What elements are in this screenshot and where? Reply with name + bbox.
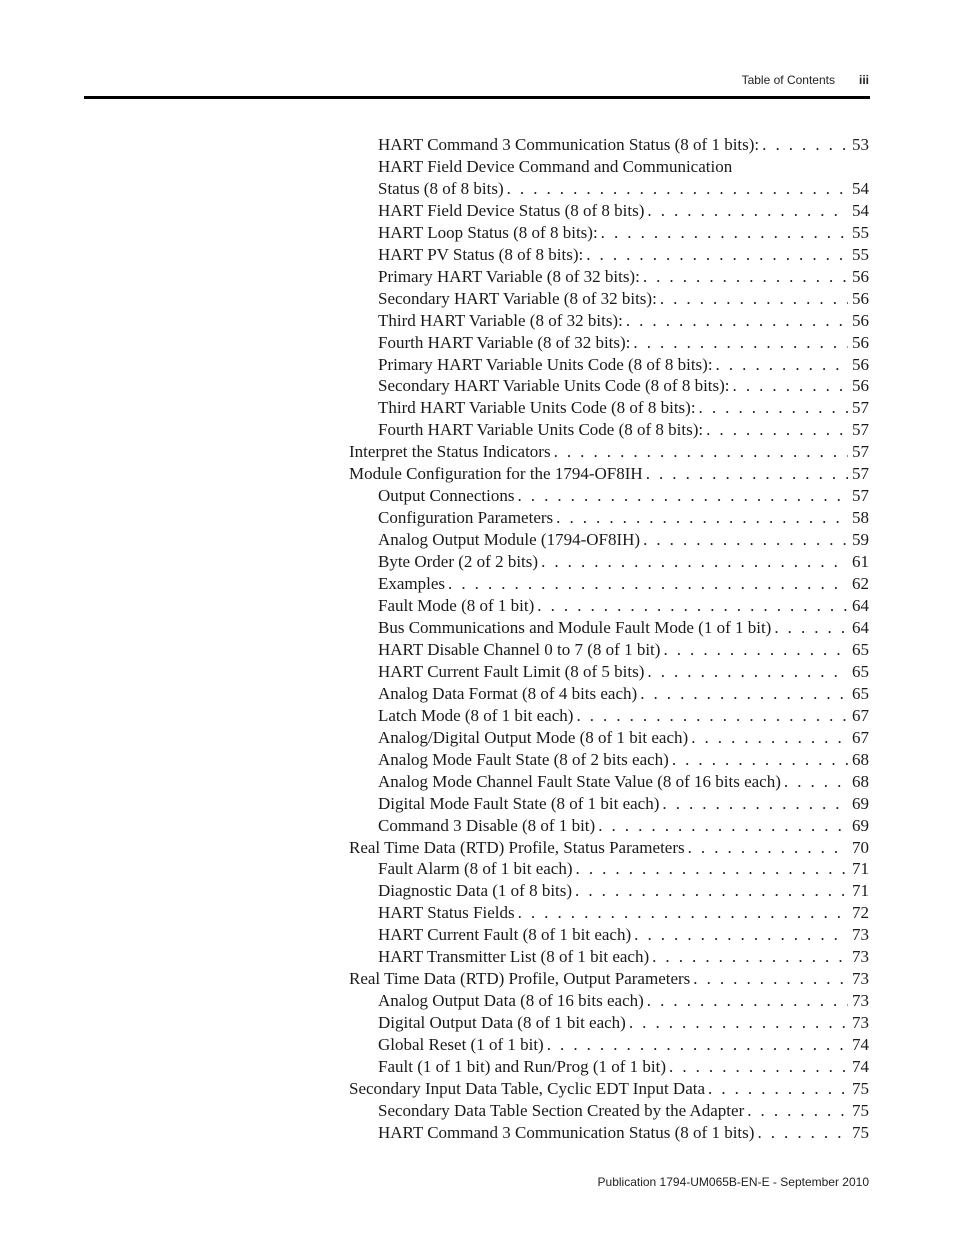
toc-entry-page: 69 xyxy=(852,815,869,835)
toc-entry-page: 69 xyxy=(852,793,869,813)
toc-entry-page: 67 xyxy=(852,705,869,725)
toc-entry-title: Configuration Parameters xyxy=(378,508,554,528)
dot-leader xyxy=(633,332,848,354)
toc-entry[interactable] xyxy=(349,749,869,771)
toc-entry-title: HART Current Fault Limit (8 of 5 bits) xyxy=(378,661,645,681)
dot-leader xyxy=(757,1122,848,1144)
toc-entry-page: 68 xyxy=(852,771,869,791)
dot-leader xyxy=(554,441,848,463)
toc-entry-title: Third HART Variable Units Code (8 of 8 bits): xyxy=(378,398,696,418)
toc-entry-page: 54 xyxy=(852,200,869,220)
table-of-contents xyxy=(349,134,869,1144)
toc-entry[interactable] xyxy=(349,815,869,837)
toc-entry-title: HART PV Status (8 of 8 bits): xyxy=(378,244,584,264)
dot-leader xyxy=(537,595,848,617)
toc-entry-title: Secondary HART Variable Units Code (8 of 8 bits): xyxy=(378,376,730,396)
toc-entry[interactable] xyxy=(349,134,869,156)
toc-entry-title: Module Configuration for the 1794-OF8IH xyxy=(349,464,643,484)
toc-entry-title: Analog Mode Channel Fault State Value (8 of 16 bits each) xyxy=(378,771,781,791)
toc-entry[interactable] xyxy=(349,727,869,749)
toc-entry-page: 61 xyxy=(852,552,869,572)
dot-leader xyxy=(708,1078,848,1100)
toc-entry[interactable] xyxy=(349,946,869,968)
toc-entry-title: HART Status Fields xyxy=(378,903,515,923)
toc-entry-title: Real Time Data (RTD) Profile, Status Parameters xyxy=(349,837,685,857)
toc-entry-page: 75 xyxy=(852,1122,869,1142)
toc-entry-title: Latch Mode (8 of 1 bit each) xyxy=(378,705,574,725)
toc-entry-title: Status (8 of 8 bits) xyxy=(378,178,504,198)
toc-entry-page: 56 xyxy=(852,354,869,374)
toc-entry-page: 57 xyxy=(852,398,869,418)
toc-entry[interactable] xyxy=(349,639,869,661)
toc-entry-page: 75 xyxy=(852,1078,869,1098)
toc-entry-title: Interpret the Status Indicators xyxy=(349,442,551,462)
header-rule xyxy=(84,96,870,99)
dot-leader xyxy=(669,1056,848,1078)
toc-entry-page: 53 xyxy=(852,135,869,154)
dot-leader xyxy=(601,222,848,244)
toc-entry-page: 56 xyxy=(852,332,869,352)
toc-entry-title: HART Field Device Command and Communication xyxy=(378,156,733,176)
dot-leader xyxy=(586,244,848,266)
dot-leader xyxy=(688,837,848,859)
toc-entry[interactable] xyxy=(349,288,869,310)
toc-entry[interactable] xyxy=(349,332,869,354)
toc-entry-title: Analog Mode Fault State (8 of 2 bits each) xyxy=(378,749,669,769)
toc-entry-title: Analog Output Data (8 of 16 bits each) xyxy=(378,991,644,1011)
dot-leader xyxy=(643,529,848,551)
header-section-title: Table of Contents xyxy=(741,73,835,87)
toc-entry[interactable] xyxy=(349,880,869,902)
toc-entry-title: Secondary Data Table Section Created by the Adapter xyxy=(378,1100,745,1120)
toc-entry-title: HART Field Device Status (8 of 8 bits) xyxy=(378,200,645,220)
dot-leader xyxy=(693,968,848,990)
toc-entry-title: Global Reset (1 of 1 bit) xyxy=(378,1035,544,1055)
toc-entry[interactable] xyxy=(349,683,869,705)
toc-entry-title: Secondary HART Variable (8 of 32 bits): xyxy=(378,288,657,308)
toc-entry[interactable] xyxy=(349,178,869,200)
dot-leader xyxy=(647,990,848,1012)
toc-entry-page: 73 xyxy=(852,947,869,967)
dot-leader xyxy=(634,924,848,946)
toc-entry[interactable] xyxy=(349,310,869,332)
toc-entry[interactable] xyxy=(349,419,869,441)
toc-entry-title: Analog Output Module (1794-OF8IH) xyxy=(378,530,641,550)
toc-entry[interactable] xyxy=(349,705,869,727)
toc-entry-page: 54 xyxy=(852,178,869,198)
toc-entry-page: 56 xyxy=(852,376,869,396)
toc-entry-page: 75 xyxy=(852,1100,869,1120)
toc-entry-title: Analog Data Format (8 of 4 bits each) xyxy=(378,683,638,703)
toc-entry[interactable] xyxy=(349,1012,869,1034)
toc-entry-page: 55 xyxy=(852,222,869,242)
dot-leader xyxy=(699,397,848,419)
toc-entry[interactable] xyxy=(349,595,869,617)
dot-leader xyxy=(663,639,848,661)
toc-entry-title: Fault Mode (8 of 1 bit) xyxy=(378,596,535,616)
dot-leader xyxy=(784,771,848,793)
toc-entry-title: Digital Output Data (8 of 1 bit each) xyxy=(378,1013,626,1033)
toc-entry-title: Primary HART Variable (8 of 32 bits): xyxy=(378,266,640,286)
toc-entry[interactable] xyxy=(349,266,869,288)
toc-entry-title: Output Connections xyxy=(378,486,515,506)
toc-entry-title: HART Loop Status (8 of 8 bits): xyxy=(378,222,598,242)
toc-entry[interactable] xyxy=(349,990,869,1012)
toc-entry[interactable] xyxy=(349,507,869,529)
toc-entry[interactable] xyxy=(349,1034,869,1056)
toc-entry[interactable] xyxy=(349,551,869,573)
toc-entry-title: HART Command 3 Communication Status (8 of 1 bits) xyxy=(378,1122,755,1142)
toc-entry[interactable] xyxy=(349,1122,869,1144)
toc-entry-page: 57 xyxy=(852,420,869,440)
toc-entry-page: 57 xyxy=(852,442,869,462)
toc-entry-title: Fourth HART Variable (8 of 32 bits): xyxy=(378,332,631,352)
dot-leader xyxy=(762,134,848,156)
toc-entry[interactable] xyxy=(349,529,869,551)
toc-entry[interactable] xyxy=(349,441,869,463)
toc-entry-title: Primary HART Variable Units Code (8 of 8 bits): xyxy=(378,354,713,374)
toc-entry[interactable] xyxy=(349,924,869,946)
toc-entry[interactable] xyxy=(349,617,869,639)
toc-entry-page: 58 xyxy=(852,508,869,528)
toc-entry-title: Analog/Digital Output Mode (8 of 1 bit each) xyxy=(378,727,689,747)
toc-entry-page: 64 xyxy=(852,596,869,616)
toc-entry-title: Real Time Data (RTD) Profile, Output Parameters xyxy=(349,969,691,989)
toc-entry[interactable] xyxy=(349,793,869,815)
toc-entry[interactable] xyxy=(349,463,869,485)
dot-leader xyxy=(672,749,848,771)
dot-leader xyxy=(646,463,848,485)
toc-entry-title: Third HART Variable (8 of 32 bits): xyxy=(378,310,623,330)
toc-entry[interactable] xyxy=(349,573,869,595)
toc-entry-page: 67 xyxy=(852,727,869,747)
dot-leader xyxy=(576,705,848,727)
toc-entry[interactable] xyxy=(349,354,869,376)
toc-entry-title: Fault (1 of 1 bit) and Run/Prog (1 of 1 bit) xyxy=(378,1057,667,1077)
dot-leader xyxy=(626,310,848,332)
dot-leader xyxy=(733,375,848,397)
dot-leader xyxy=(691,727,848,749)
dot-leader xyxy=(640,683,848,705)
toc-entry[interactable] xyxy=(349,858,869,880)
toc-entry-page: 62 xyxy=(852,574,869,594)
toc-entry-title: Fault Alarm (8 of 1 bit each) xyxy=(378,859,573,879)
toc-entry-page: 71 xyxy=(852,859,869,879)
toc-entry-page: 56 xyxy=(852,310,869,330)
toc-entry[interactable] xyxy=(349,968,869,990)
toc-entry-page: 55 xyxy=(852,244,869,264)
toc-entry-title: Command 3 Disable (8 of 1 bit) xyxy=(378,815,596,835)
toc-entry-page: 57 xyxy=(852,486,869,506)
toc-entry[interactable] xyxy=(349,1078,869,1100)
toc-entry[interactable] xyxy=(349,222,869,244)
toc-entry-title: Digital Mode Fault State (8 of 1 bit each) xyxy=(378,793,660,813)
dot-leader xyxy=(448,573,848,595)
toc-entry-title: Diagnostic Data (1 of 8 bits) xyxy=(378,881,573,901)
running-header xyxy=(742,73,869,87)
dot-leader xyxy=(576,858,848,880)
toc-entry-title: Secondary Input Data Table, Cyclic EDT Input Data xyxy=(349,1078,706,1098)
toc-entry-title: HART Current Fault (8 of 1 bit each) xyxy=(378,925,632,945)
toc-entry[interactable] xyxy=(349,200,869,222)
toc-entry-page: 70 xyxy=(852,837,869,857)
toc-entry-page: 57 xyxy=(852,464,869,484)
dot-leader xyxy=(517,485,848,507)
dot-leader xyxy=(747,1100,848,1122)
toc-entry[interactable] xyxy=(349,771,869,793)
dot-leader xyxy=(652,946,848,968)
toc-entry[interactable] xyxy=(349,485,869,507)
dot-leader xyxy=(647,661,848,683)
toc-entry[interactable] xyxy=(349,1100,869,1122)
toc-entry-title: Fourth HART Variable Units Code (8 of 8 bits): xyxy=(378,420,704,440)
toc-entry-title: Bus Communications and Module Fault Mode (1 of 1 bit) xyxy=(378,617,772,637)
toc-entry[interactable] xyxy=(349,837,869,859)
dot-leader xyxy=(541,551,848,573)
dot-leader xyxy=(547,1034,848,1056)
toc-entry[interactable] xyxy=(349,375,869,397)
dot-leader xyxy=(662,793,848,815)
toc-entry-page: 74 xyxy=(852,1035,869,1055)
toc-entry-page: 65 xyxy=(852,639,869,659)
toc-entry-page: 64 xyxy=(852,617,869,637)
publication-footer: Publication 1794-UM065B-EN-E - September 2010 xyxy=(597,1175,869,1189)
dot-leader xyxy=(643,266,848,288)
dot-leader xyxy=(556,507,848,529)
toc-entry-page: 74 xyxy=(852,1057,869,1077)
toc-entry[interactable] xyxy=(349,244,869,266)
dot-leader xyxy=(706,419,848,441)
dot-leader xyxy=(716,354,848,376)
dot-leader xyxy=(507,178,848,200)
dot-leader xyxy=(598,815,848,837)
toc-entry-title: HART Transmitter List (8 of 1 bit each) xyxy=(378,947,650,967)
toc-entry[interactable] xyxy=(349,156,869,178)
dot-leader xyxy=(575,880,848,902)
toc-entry-page: 56 xyxy=(852,266,869,286)
toc-entry-page: 65 xyxy=(852,683,869,703)
toc-entry-page: 68 xyxy=(852,749,869,769)
toc-entry-title: HART Disable Channel 0 to 7 (8 of 1 bit) xyxy=(378,639,661,659)
toc-entry[interactable] xyxy=(349,1056,869,1078)
dot-leader xyxy=(518,902,848,924)
toc-entry[interactable] xyxy=(349,661,869,683)
toc-entry-page: 65 xyxy=(852,661,869,681)
toc-entry-title: Byte Order (2 of 2 bits) xyxy=(378,552,539,572)
toc-entry-title: Examples xyxy=(378,574,446,594)
toc-entry-page: 73 xyxy=(852,925,869,945)
toc-entry-page: 73 xyxy=(852,991,869,1011)
header-page-number: iii xyxy=(858,73,869,87)
toc-entry-page: 56 xyxy=(852,288,869,308)
toc-entry-page: 73 xyxy=(852,1013,869,1033)
toc-entry-page: 59 xyxy=(852,530,869,550)
toc-entry[interactable] xyxy=(349,397,869,419)
toc-entry[interactable] xyxy=(349,902,869,924)
dot-leader xyxy=(774,617,848,639)
dot-leader xyxy=(647,200,848,222)
dot-leader xyxy=(629,1012,848,1034)
toc-entry-page: 72 xyxy=(852,903,869,923)
toc-entry-page: 73 xyxy=(852,969,869,989)
toc-entry-title: HART Command 3 Communication Status (8 of 1 bits): xyxy=(378,135,760,154)
toc-entry-page: 71 xyxy=(852,881,869,901)
dot-leader xyxy=(660,288,848,310)
